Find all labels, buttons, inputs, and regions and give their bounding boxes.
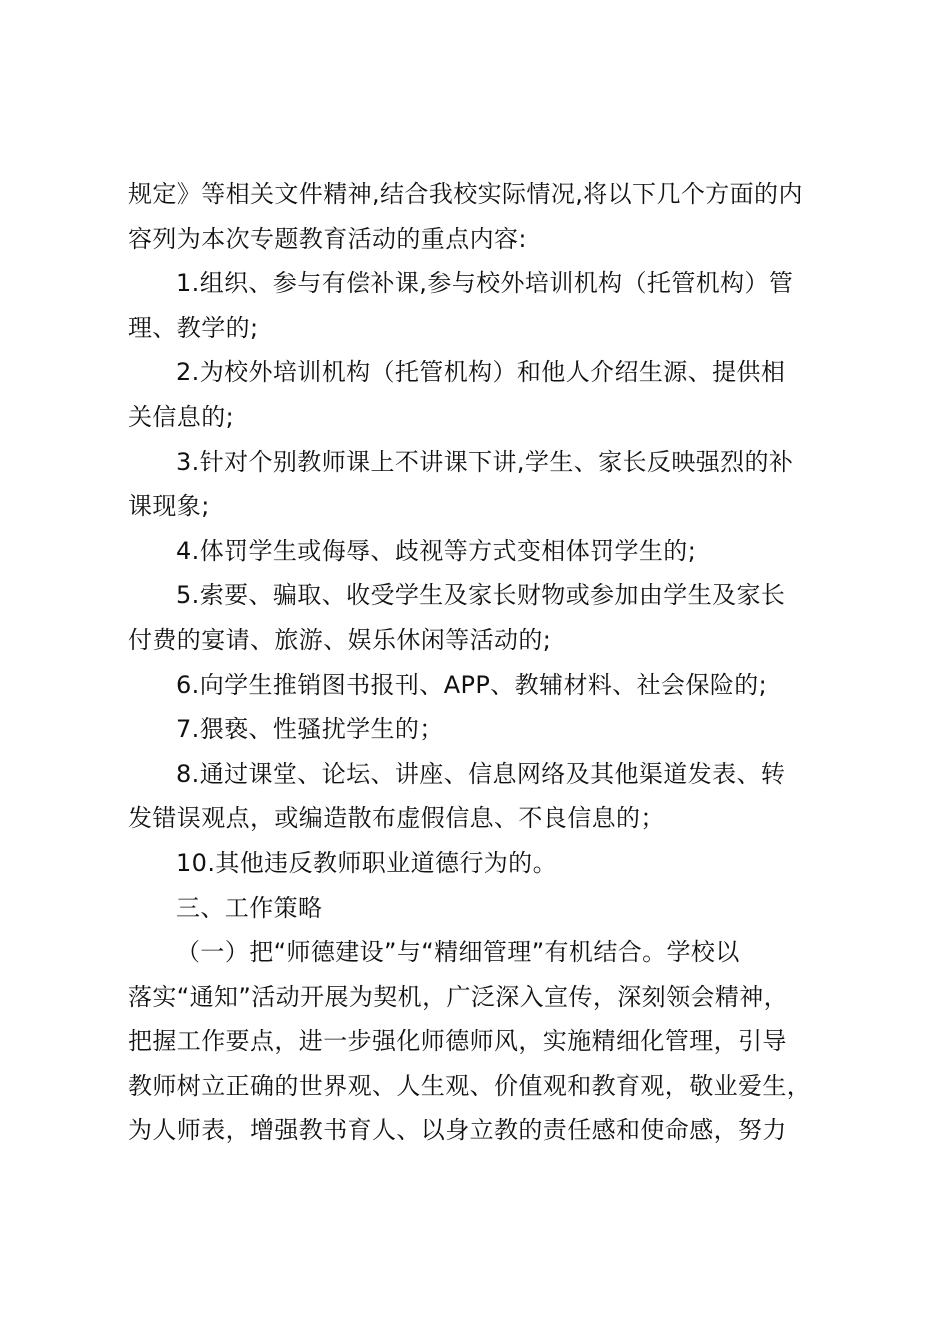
text-line: 规定》等相关文件精神,结合我校实际情况,将以下几个方面的内 — [128, 180, 803, 208]
section-heading: 三、工作策略 — [176, 893, 323, 922]
list-item-8: 8.通过课堂、论坛、讲座、信息网络及其他渠道发表、转 — [176, 759, 786, 788]
list-item-6: 6.向学生推销图书报刊、APP、教辅材料、社会保险的; — [176, 670, 768, 699]
text-line: 落实“通知”活动开展为契机，广泛深入宣传，深刻领会精神， — [128, 982, 789, 1011]
text-line: 容列为本次专题教育活动的重点内容: — [128, 224, 527, 253]
text-line: 为人师表，增强教书育人、以身立教的责任感和使命感，努力 — [128, 1116, 787, 1145]
list-item-4: 4.体罚学生或侮辱、歧视等方式变相体罚学生的; — [176, 536, 697, 565]
text-line: 关信息的; — [128, 402, 235, 431]
text-line: 教师树立正确的世界观、人生观、价值观和教育观，敬业爱生， — [128, 1071, 812, 1100]
text-line: 课现象; — [128, 492, 210, 521]
list-item-3: 3.针对个别教师课上不讲课下讲,学生、家长反映强烈的补 — [176, 447, 794, 476]
list-item-7: 7.猥亵、性骚扰学生的； — [176, 715, 444, 744]
paragraph-start: （一）把“师德建设”与“精细管理”有机结合。学校以 — [176, 938, 740, 967]
list-item-1: 1.组织、参与有偿补课,参与校外培训机构（托管机构）管 — [176, 269, 794, 298]
text-line: 把握工作要点，进一步强化师德师风，实施精细化管理，引导 — [128, 1027, 787, 1056]
list-item-2: 2.为校外培训机构（托管机构）和他人介绍生源、提供相 — [176, 358, 786, 387]
text-line: 理、教学的; — [128, 313, 259, 342]
document-body — [128, 172, 860, 1153]
text-line: 付费的宴请、旅游、娱乐休闲等活动的; — [128, 625, 552, 654]
list-item-5: 5.索要、骗取、收受学生及家长财物或参加由学生及家长 — [176, 581, 786, 610]
text-line: 发错误观点，或编造散布虚假信息、不良信息的； — [128, 804, 665, 833]
list-item-10: 10.其他违反教师职业道德行为的。 — [176, 848, 557, 877]
